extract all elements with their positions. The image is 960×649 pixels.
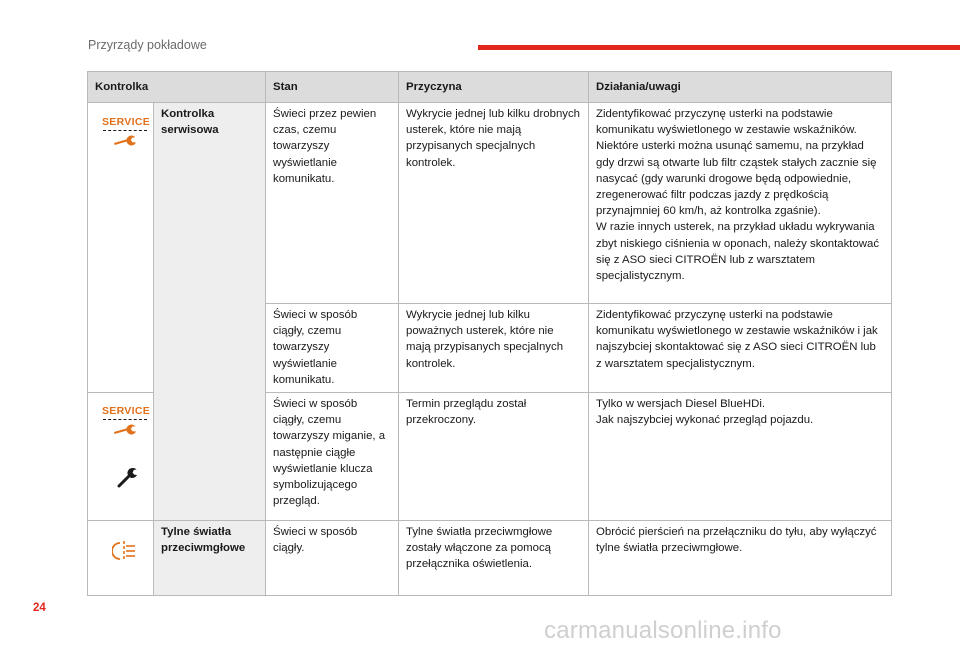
service-wrench-icon-cell (88, 393, 154, 521)
service-icon-cell (88, 103, 154, 393)
service-state-2: Świeci w sposób ciągły, czemu towarzyszy wyświetlanie komunikatu. (266, 304, 399, 393)
table-row (88, 521, 892, 596)
service-cause-3: Termin przeglądu został przekroczony. (399, 393, 589, 521)
service-icon-label: SERVICE (102, 405, 151, 418)
service-state-1: Świeci przez pewien czas, czemu towarzyszy wyświetlanie komunikatu. (266, 103, 399, 304)
service-cause-2: Wykrycie jednej lub kilku poważnych usterek, które nie mają przypisanych specjalnych kontrolek. (399, 304, 589, 393)
wrench-orange-icon (112, 423, 138, 437)
header-stan: Stan (266, 72, 399, 103)
service-action-3-text-2: Jak najszybciej wykonać przegląd pojazdu. (596, 414, 814, 427)
header-kontrolka: Kontrolka (88, 72, 266, 103)
warning-lights-table (87, 71, 892, 596)
fog-icon-cell (88, 521, 154, 596)
service-action-3 (589, 393, 892, 521)
service-warning-icon (102, 405, 151, 437)
service-action-2: Zidentyfikować przyczynę usterki na podstawie komunikatu wyświetlonego w zestawie wskaźników i jak najszybciej skontaktować się z ASO sieci CITROËN lub z warsztatem specjalistycznym. (589, 304, 892, 393)
fog-action: Obrócić pierścień na przełączniku do tyłu, aby wyłączyć tylne światła przeciwmgłowe. (589, 521, 892, 596)
service-light-name: Kontrolka serwisowa (154, 103, 266, 521)
table-header-row (88, 72, 892, 103)
service-icon-label: SERVICE (102, 116, 151, 128)
fog-state: Świeci w sposób ciągły. (266, 521, 399, 596)
page-number: 24 (33, 602, 46, 614)
fog-cause: Tylne światła przeciwmgłowe zostały włączone za pomocą przełącznika oświetlenia. (399, 521, 589, 596)
service-action-1-text: Zidentyfikować przyczynę usterki na podstawie komunikatu wyświetlonego w zestawie wskaźników. Niektóre usterki można usunąć samemu, na przykład gdy drzwi są otwarte lub filtr cząstek stałych zacznie się nasycać (gdy warunki drogowe będą odpowiednie, zregenerować filtr podczas jazdy z prędkością przynajmniej 60 km/h, aż kontrolka zgaśnie). (596, 108, 877, 218)
service-warning-icon (102, 116, 151, 148)
service-action-1 (589, 103, 892, 304)
fog-light-name: Tylne światła przeciwmgłowe (154, 521, 266, 596)
service-action-3-text: Tylko w wersjach Diesel BlueHDi. (596, 398, 766, 411)
rear-fog-light-icon (112, 539, 138, 563)
watermark: carmanualsonline.info (544, 617, 782, 644)
service-state-3: Świeci w sposób ciągły, czemu towarzyszy miganie, a następnie ciągłe wyświetlanie klucza symbolizującego przegląd. (266, 393, 399, 521)
header-dzialania: Działania/uwagi (589, 72, 892, 103)
wrench-maintenance-icon (117, 466, 139, 488)
service-cause-1: Wykrycie jednej lub kilku drobnych usterek, które nie mają przypisanych specjalnych kontrolek. (399, 103, 589, 304)
header-accent-bar (478, 45, 960, 50)
page-section-title: Przyrządy pokładowe (88, 38, 207, 52)
wrench-orange-icon (112, 134, 138, 148)
service-action-1-text-2: W razie innych usterek, na przykład układu wykrywania zbyt niskiego ciśnienia w oponach, należy skontaktować się z ASO sieci CITROËN lub z warsztatem specjalistycznym. (596, 221, 880, 283)
header-przyczyna: Przyczyna (399, 72, 589, 103)
table-row (88, 103, 892, 304)
